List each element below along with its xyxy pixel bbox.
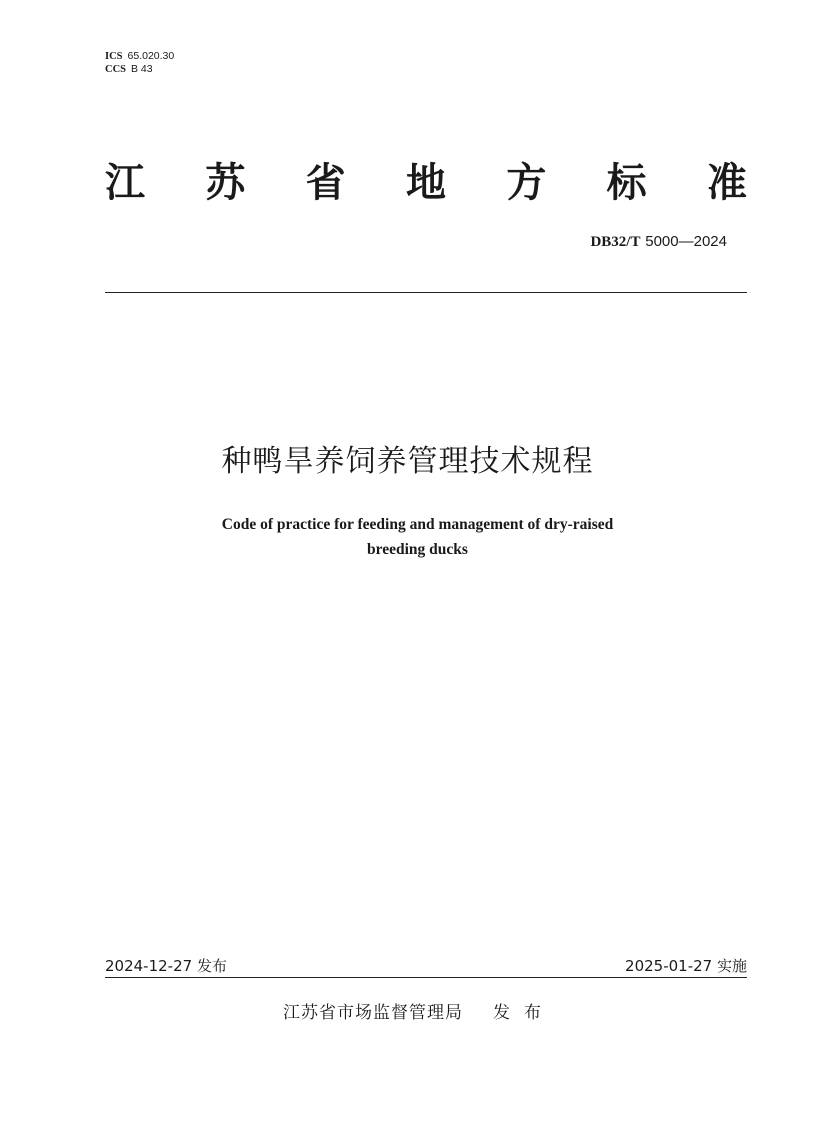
document-title-en-line2: breeding ducks <box>367 541 468 558</box>
standard-number-prefix: DB32/T <box>590 234 641 250</box>
heading-char: 江 <box>105 160 145 206</box>
date-row <box>105 956 747 976</box>
publisher-org: 江苏省市场监督管理局 <box>283 1003 463 1023</box>
implement-date: 2025-01-27 实施 <box>625 957 747 975</box>
ics-code <box>105 50 174 63</box>
heading-char: 准 <box>706 160 747 206</box>
classification-codes <box>105 50 174 76</box>
ccs-value: B 43 <box>131 63 153 75</box>
ccs-code <box>105 63 174 76</box>
ccs-label: CCS <box>105 64 127 75</box>
standard-type-heading <box>105 158 747 208</box>
publisher-line <box>283 1001 555 1025</box>
top-divider <box>105 292 747 293</box>
heading-char: 标 <box>606 160 647 206</box>
document-title-en <box>0 512 815 562</box>
heading-char: 地 <box>405 160 446 206</box>
heading-char: 苏 <box>205 160 246 206</box>
ics-value: 65.020.30 <box>127 50 175 62</box>
standard-number <box>590 231 727 252</box>
ics-label: ICS <box>105 51 123 62</box>
document-title-en-line1: Code of practice for feeding and management of dry-raised <box>221 516 614 533</box>
heading-char: 省 <box>305 160 346 206</box>
publisher-action: 发布 <box>493 1003 555 1023</box>
publish-date: 2024-12-27 发布 <box>105 957 227 975</box>
document-title-zh: 种鸭旱养饲养管理技术规程 <box>221 444 594 479</box>
bottom-divider <box>105 977 747 978</box>
standard-number-value: 5000—2024 <box>645 233 727 250</box>
heading-char: 方 <box>506 160 547 206</box>
